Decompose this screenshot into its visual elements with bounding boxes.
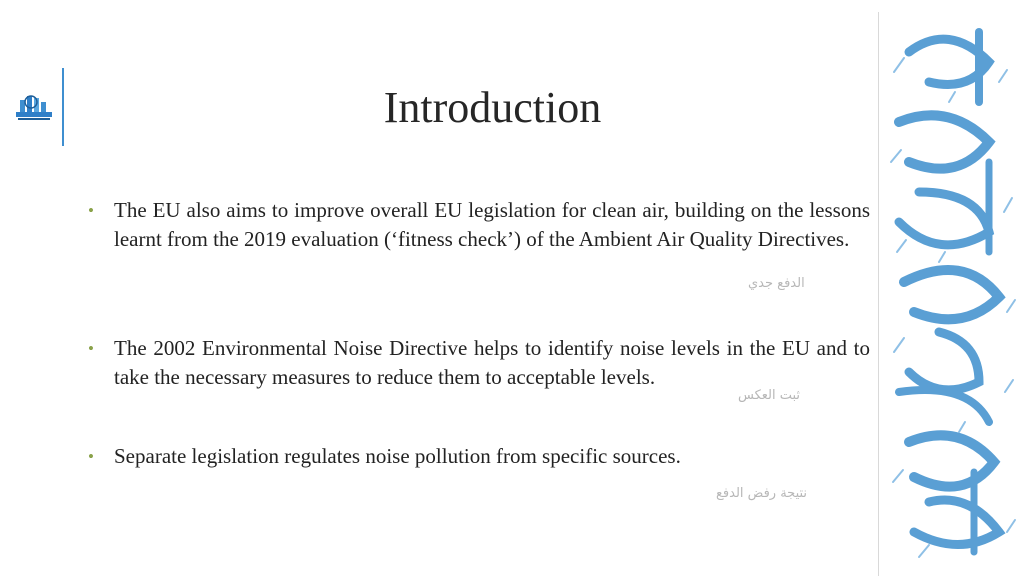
logo-divider [62,68,64,146]
bullet-text: Separate legislation regulates noise pollution from specific sources. [114,444,681,468]
university-logo-icon [14,92,54,124]
watermark-text: نتيجة رفض الدفع [716,486,808,501]
bullet-text: The 2002 Environmental Noise Directive helps to identify noise levels in the EU and to take the necessary measures to reduce them to acceptable levels. [114,336,870,389]
calligraphy-panel [878,12,1024,576]
bullet-item [88,196,870,254]
arabic-calligraphy-decoration [879,12,1024,576]
bullet-marker: • [88,201,94,220]
slide-title: Introduction [383,83,602,132]
bullet-marker: • [88,447,94,466]
watermark-text: ثبت العكس [738,388,801,403]
bullet-item [88,442,870,471]
calligraphy-text: كلية القانون جامعة قطر [897,284,1007,297]
bullet-text: The EU also aims to improve overall EU legislation for clean air, building on the lessons learnt from the 2019 evaluation (‘fitness check’) of the Ambient Air Quality Directives. [114,198,870,251]
bullet-item [88,334,870,392]
bullet-marker: • [88,339,94,358]
watermark-text: الدفع جدي [748,276,805,291]
